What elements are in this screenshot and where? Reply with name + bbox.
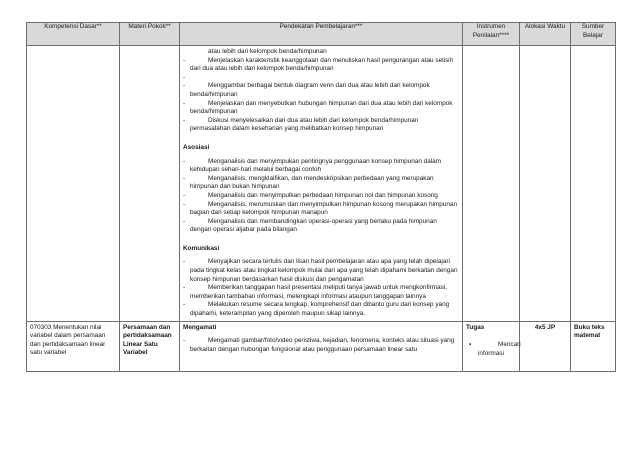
header-sumber: Sumber Belajar (571, 23, 616, 46)
list-item: - Menjelaskan karakteristik keanggotaan dan menuliskan hasil pengurangan atau selisih dari dua atau lebih dari kelompok benda/himpunan (183, 56, 454, 73)
list-item: - Menyajikan secara tertulis dan lisan hasil pembelajaran atau apa yang telah dipelajari pada tingkat kelas atau tingkat kelompok mulai dari apa yang telah dipahami berkaitan dengan konsep himpunan berdasarkan hasil diskusi dan pengamatan (183, 258, 458, 283)
list-item: ▪ Mencari informasi (469, 341, 521, 357)
list-item: - Menganalisis dan membandingkan operasi-operasi yang berlaku pada himpunan dengan operasi aljabar pada bilangan (183, 217, 437, 234)
list-item: - Melakukan resume secara lengkap, komprehensif dan dibantu guru dari konsep yang dipahami, keterampilan yang diperoleh maupun sikap lainnya. (183, 301, 450, 318)
alokasi-cell-empty (520, 46, 571, 322)
pendekatan-cell (180, 46, 463, 322)
list-item: - Mengamati gambar/foto/video peristiwa, kejadian, fenomena, konteks atau situasi yang berkaitan dengan hubungan fungsional atau penggunaan persamaan linear satu (183, 337, 455, 353)
table-row (27, 46, 616, 322)
header-pendekatan: Pendekatan Pembelajaran*** (180, 23, 463, 46)
kd-cell-empty (27, 46, 120, 322)
list-item: - Menggambar berbagai bentuk diagram venn dari dua atau lebih dari kelompok benda/himpunan (183, 82, 430, 98)
table-row (27, 321, 616, 371)
section-title-komunikasi: Komunikasi (183, 244, 220, 252)
kd-text: 070303 Menentukan nilai variabel dalam persamaan dan pertidaksamaan linear satu variabel (30, 323, 106, 357)
list-item: - Memberikan tanggapan hasil presentasi meliputi tanya jawab untuk mengkonfirmasi, memberikan tambahan informasi, melengkapi informasi ataupun tanggapan lainnya (183, 284, 448, 300)
sumber-cell (571, 321, 616, 371)
materi-cell-empty (120, 46, 180, 322)
instrumen-cell-empty (463, 46, 520, 322)
instrumen-cell (463, 321, 520, 371)
bullet-icon: ▪ (469, 341, 472, 349)
materi-cell (120, 321, 180, 371)
list-item: - Diskusi menyelesaikan dari dua atau lebih dari kelompok benda/himpunan permasalahan dalam keseharian yang melibatkan konsep himpunan (183, 116, 419, 133)
sumber-cell-empty (571, 46, 616, 322)
intro-line: atau lebih dari kelompok benda/himpunan (208, 48, 327, 55)
instrumen-title: Tugas (466, 323, 485, 331)
alokasi-text: 4x5 JP (534, 323, 556, 331)
pendekatan-cell (180, 321, 463, 371)
list-item: - Menganalisis dan menyimpukan pentingnya penggunaan konsep himpunan dalam kehidupan sehari-hari melalui berbagai contoh (183, 157, 442, 174)
section-title-mengamati: Mengamati (183, 323, 217, 331)
header-alokasi: Alokasi Waktu (520, 23, 571, 46)
rpp-table (26, 22, 616, 372)
materi-text: Persamaan dan pertidaksamaan Linear Satu Variabel (123, 323, 172, 357)
alokasi-cell (520, 321, 571, 371)
list-item: - Menganalisis, mengklaifikan, dan mendeskripsikan perbedaan yang merupakan himpunan dan bukan himpunan (183, 174, 434, 191)
header-materi-pokok: Materi Pokok** (120, 23, 180, 46)
list-item: - Menganalisis dan menyimpulkan perbedaan himpunan nol dan himpunan kosong (183, 191, 438, 199)
header-kompetensi-dasar: Kompetensi Dasar** (27, 23, 120, 46)
list-item: - Menjelaskan dan menyebutkan hubungan himpunan dari dua atau lebih dari kelompok benda/himpunan (183, 99, 453, 116)
header-instrumen: Instrumen Penilaian**** (463, 23, 520, 46)
table-header-row (27, 23, 616, 46)
list-item: - Menganalisis, merumuskan dan menyimpulkan himpunan kosong merupakan himpunan bagian dari setiap kelompok himpunan manapun (183, 200, 458, 217)
section-title-asosiasi: Asosiasi (183, 143, 210, 151)
list-item: - (183, 73, 186, 81)
kd-cell (27, 321, 120, 371)
sumber-text: Buku teks matemat (574, 323, 605, 340)
